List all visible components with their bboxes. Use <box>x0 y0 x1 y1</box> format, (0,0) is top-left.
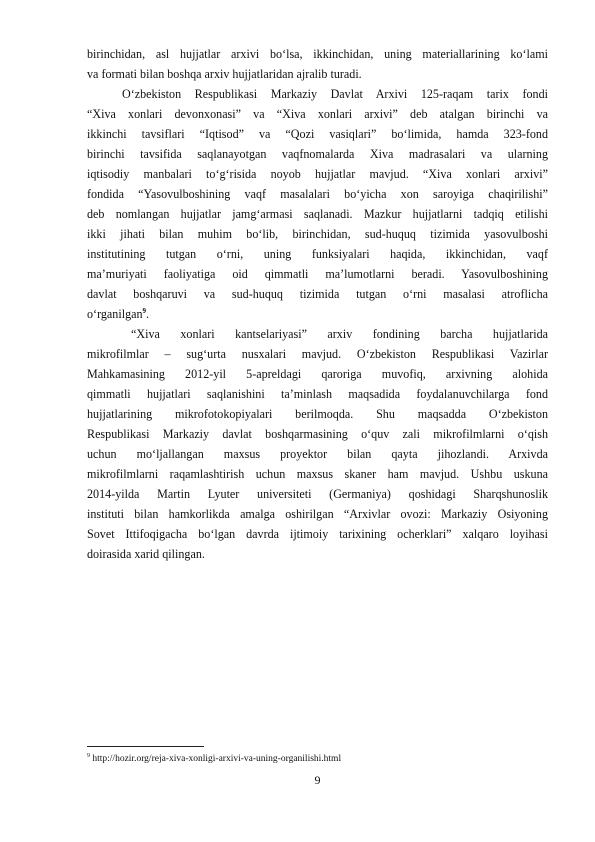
text-line: mikrofilmlar – sug‘urta nusxalari mavjud. O‘zbekiston Respublikasi Vazirlar <box>87 347 548 361</box>
text-line: Respublikasi Markaziy davlat boshqarmasining o‘quv zali mikrofilmlarni o‘qish <box>87 427 548 441</box>
text-line: mikrofilmlarni raqamlashtirish uchun maxsus skaner ham mavjud. Ushbu uskuna <box>87 467 548 481</box>
text-line: ma’muriyati faoliyatiga oid qimmatli ma’lumotlarni beradi. Yasovulboshining <box>87 267 548 281</box>
footnote-reference[interactable]: 9 <box>142 306 147 315</box>
sentence-end: . <box>146 307 150 321</box>
page-number: 9 <box>314 773 321 787</box>
text-line: O‘zbekiston Respublikasi Markaziy Davlat Arxivi 125-raqam tarix fondi <box>122 87 548 101</box>
text-line: uchun mo‘ljallangan maxsus proyektor bilan qayta jihozlandi. Arxivda <box>87 447 548 461</box>
text-line: ikkinchi tavsiflari “Iqtisod” va “Qozi vasiqlari” bo‘limida, hamda 323-fond <box>87 127 548 141</box>
body-text <box>87 44 548 564</box>
text-line: Sovet Ittifoqigacha bo‘lgan davrda ijtimoiy tarixining ocherklari” xalqaro loyihasi <box>87 527 548 541</box>
text-line: “Xiva xonlari devonxonasi” va “Xiva xonlari arxivi” deb atalgan birinchi va <box>87 107 548 121</box>
text-line-with-footnote <box>87 304 548 324</box>
footnote-link[interactable]: http://hozir.org/reja-xiva-xonligi-arxivi-va-uning-organilishi.html <box>90 754 342 764</box>
text-line: deb nomlangan hujjatlar jamg‘armasi saqlanadi. Mazkur hujjatlarni tadqiq etilishi <box>87 207 548 221</box>
text-line: fondida “Yasovulboshining vaqf masalalari bo‘yicha xon saroyiga chaqirilishi” <box>87 187 548 201</box>
text-line: iqtisodiy manbalari to‘g‘risida noyob hujjatlar mavjud. “Xiva xonlari arxivi” <box>87 167 548 181</box>
text-line: hujjatlarining mikrofotokopiyalari berilmoqda. Shu maqsadda O‘zbekiston <box>87 407 548 421</box>
footnote-divider <box>87 746 204 747</box>
text-line: institutining tutgan o‘rni, uning funksiyalari haqida, ikkinchidan, vaqf <box>87 247 548 261</box>
footnote-number: 9 <box>87 752 90 759</box>
text-line: birinchi tavsifida saqlanayotgan vaqfnomalarda Xiva madrasalari va ularning <box>87 147 548 161</box>
text-line: ikki jihati bilan muhim bo‘lib, birinchidan, sud-huquq tizimida yasovulboshi <box>87 227 548 241</box>
text-line: va formati bilan boshqa arxiv hujjatlaridan ajralib turadi. <box>87 67 362 81</box>
footnote <box>87 753 341 765</box>
text-line: davlat boshqaruvi va sud-huquq tizimida tutgan o‘rni masalasi atroflicha <box>87 287 548 301</box>
text-line: instituti bilan hamkorlikda amalga oshirilgan “Arxivlar ovozi: Markaziy Osiyoning <box>87 507 548 521</box>
text-line: birinchidan, asl hujjatlar arxivi bo‘lsa, ikkinchidan, uning materiallarining ko‘lami <box>87 47 548 61</box>
text-line: Mahkamasining 2012-yil 5-apreldagi qaroriga muvofiq, arxivning alohida <box>87 367 548 381</box>
text-line: “Xiva xonlari kantselariyasi” arxiv fondining barcha hujjatlarida <box>131 327 548 341</box>
text-line-content: o‘rganilgan <box>87 307 143 321</box>
text-line: doirasida xarid qilingan. <box>87 547 205 561</box>
text-line: qimmatli hujjatlari saqlanishini ta’minlash maqsadida foydalanuvchilarga fond <box>87 387 548 401</box>
text-line: 2014-yilda Martin Lyuter universiteti (Germaniya) qoshidagi Sharqshunoslik <box>87 487 548 501</box>
